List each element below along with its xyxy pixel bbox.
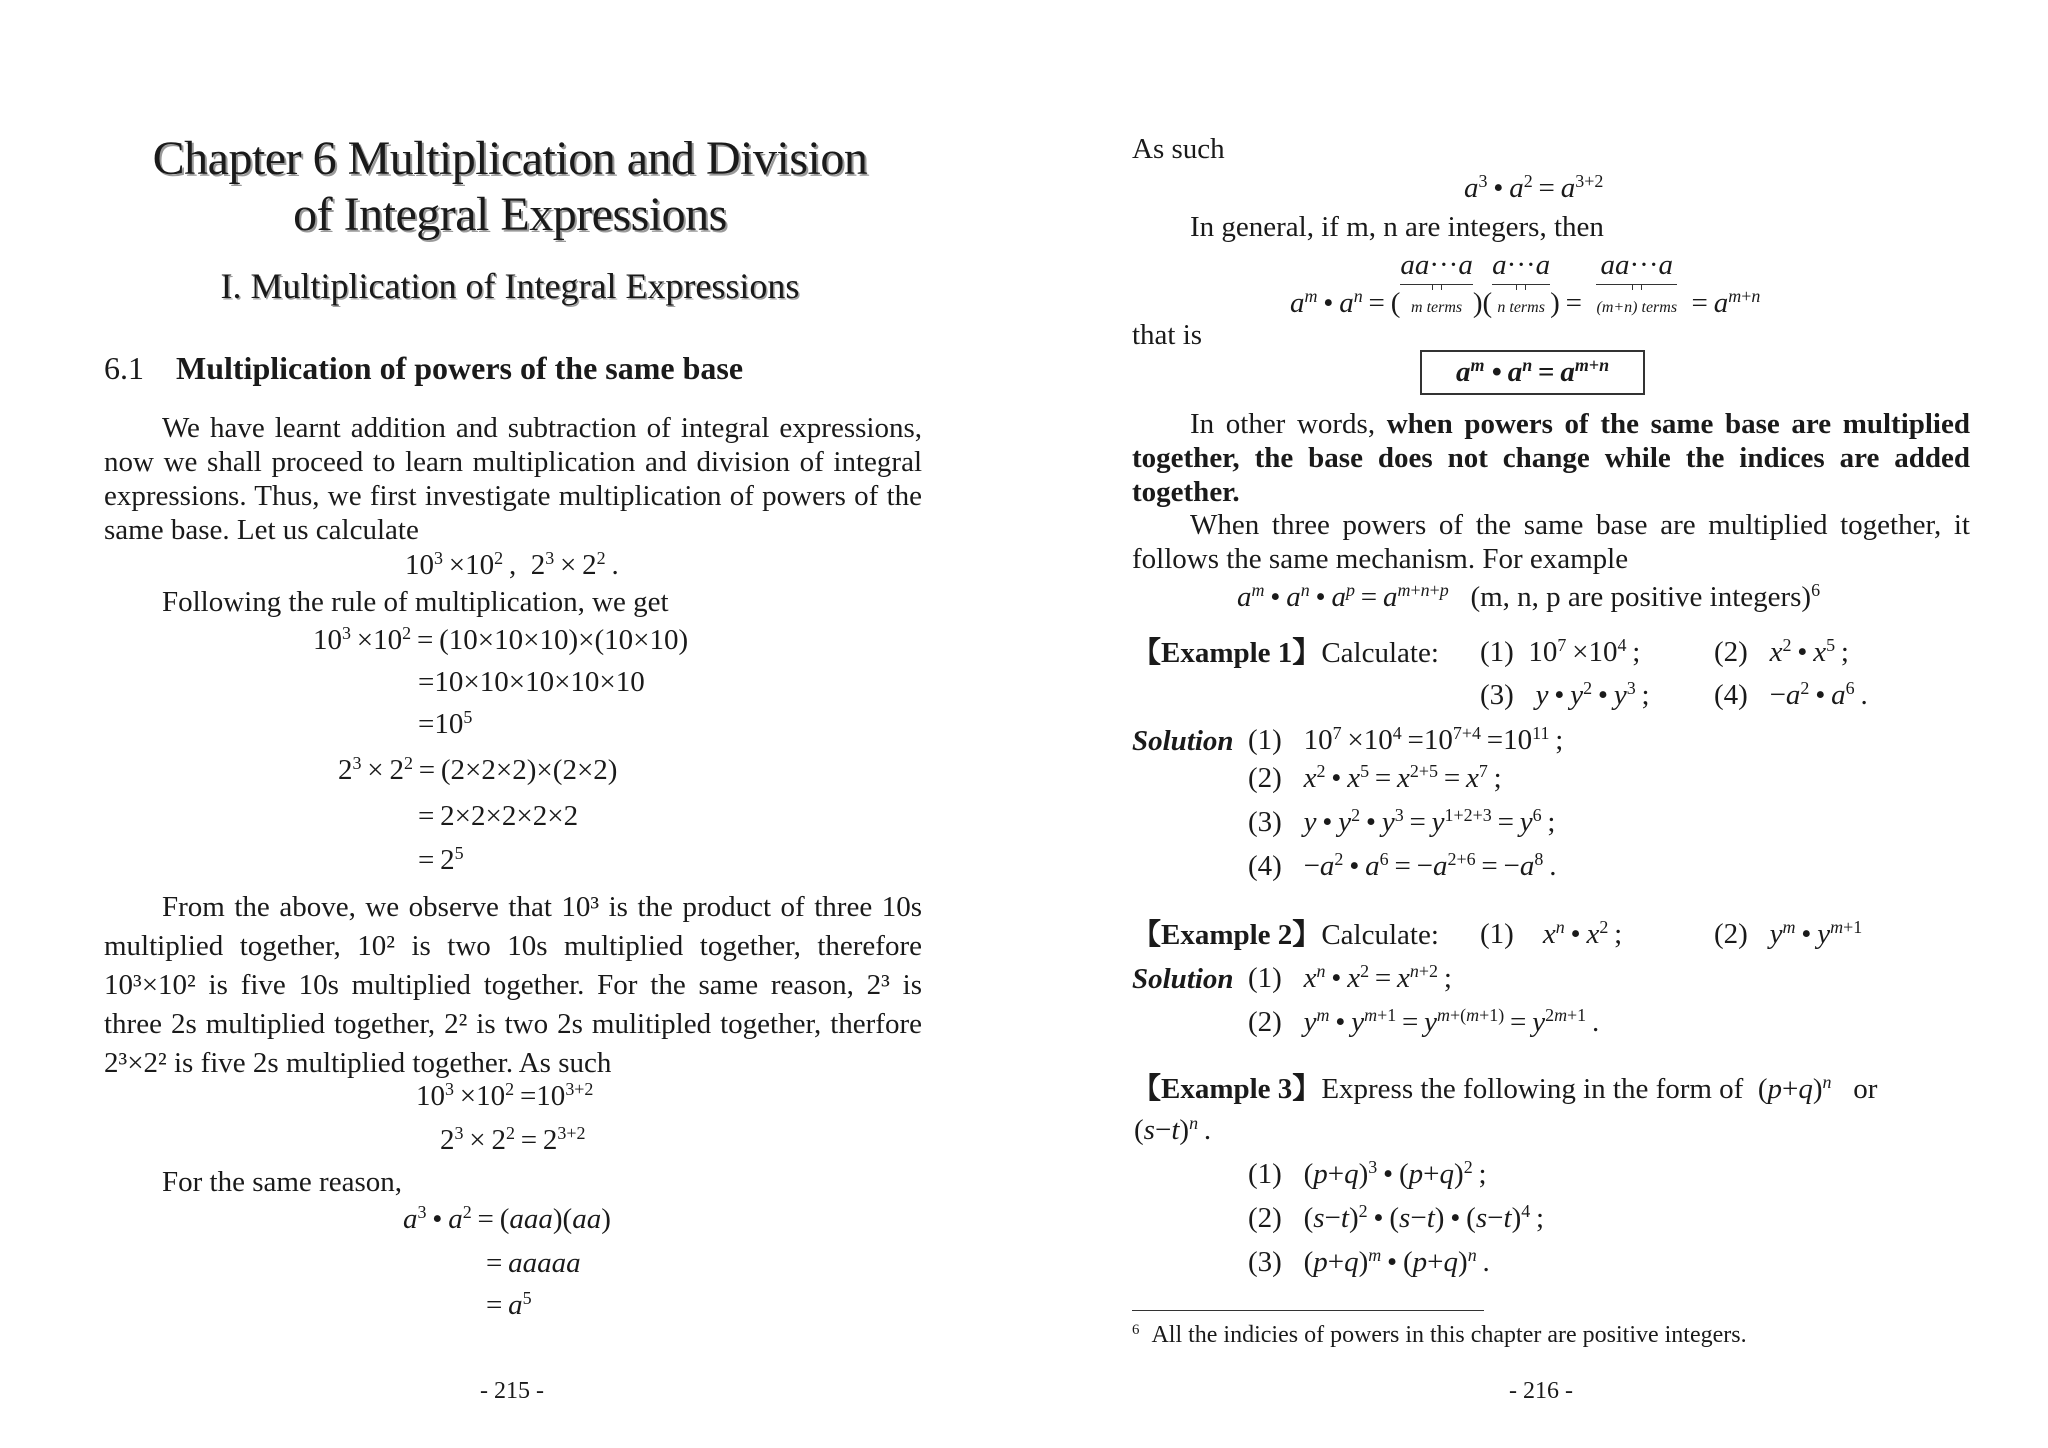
sol1-item-1: (1) $10^7 \times 10^4 =10^{7+4} =10^{11}$ ; (1248, 723, 1564, 756)
example-1-calculate: Calculate: (1321, 637, 1439, 669)
observation-paragraph: From the above, we observe that 10³ is the product of three 10s multiplied together, 10² is two 10s multiplied together, therefore 10³×10² is five 10s multiplied together. For the same reason, 2³ is three 2s multiplied together, 2² is two 2s mulitipled together, therfore 2³×2² is five 2s multiplied together. As such (104, 891, 922, 1079)
brace-mn-terms: aa···a (m+n) terms (1596, 248, 1677, 325)
footnote-ref: 6 (1811, 580, 1821, 601)
three-powers-paragraph: When three powers of the same base are multiplied together, it follows the same mechanism. For example (1132, 509, 1970, 575)
example-3-header: 【Example 3】Express the following in the form of $(p+q)^n$ or (1132, 1072, 1878, 1105)
sol1-item-3: (3) y • $y^2$ • $y^3 = y^{1+2+3} = y^6$ ; (1248, 805, 1556, 838)
sol1-item-2: (2) $x^2$ • $x^5 = x^{2+5} = x^7$ ; (1248, 761, 1502, 794)
subsection-heading (104, 350, 743, 387)
in-general-text: In general, if m, n are integers, then (1190, 211, 1604, 243)
eq-10-line1: $10^3 \times 10^2 = (10\times 10\times 10)\times(10\times 10)$ (313, 623, 689, 656)
eq-a-line2: = aaaaa (486, 1247, 581, 1279)
example-2-header (1132, 918, 1439, 952)
footnote-text: All the indicies of powers in this chapter are positive integers. (1151, 1322, 1747, 1348)
chapter-title-line2: of Integral Expressions (293, 188, 727, 241)
that-is-text: that is (1132, 319, 1203, 351)
n-terms-label: n terms (1497, 299, 1545, 316)
for-same-reason-text: For the same reason, (162, 1166, 402, 1198)
eq-2-line2: = 2×2×2×2×2 (418, 800, 579, 832)
example-3-form-2: $(s-t)^n$ . (1134, 1113, 1212, 1146)
page-number: - 216 - (1509, 1378, 1573, 1404)
ex3-item-3: (3) $(p+q)^m$ • $(p+q)^n$ . (1248, 1245, 1490, 1278)
brace-m-terms: aa···a m terms (1400, 248, 1472, 325)
ex1-item-1: (1) $10^7 \times 10^4$ ; (1480, 635, 1641, 668)
example-1-label: 【Example 1】 (1132, 637, 1322, 669)
example-2-label: 【Example 2】 (1132, 919, 1322, 951)
eq-a-line1: $a^3$ • $a^2 = (aaa)(aa)$ (403, 1202, 611, 1235)
ex3-item-2: (2) $(s-t)^2$ • (s−t) • $(s-t)^4$ ; (1248, 1201, 1545, 1234)
example-3-label: 【Example 3】 (1132, 1073, 1322, 1105)
sol1-item-4: $(4) -a^2$ • $a^6 = -a^{2+6} = -a^8$ . (1248, 849, 1557, 882)
chapter-title-line1: Chapter 6 Multiplication and Division (152, 132, 868, 185)
eq-10-line2: =10×10×10×10×10 (418, 666, 645, 698)
section-title: I. Multiplication of Integral Expressions (220, 266, 800, 306)
eq-2-sum: $2^3 \times 2^2 = 2^{3+2}$ (440, 1123, 586, 1156)
sol2-item-1: (1) $x^n$ • $x^2 = x^{n+2}$ ; (1248, 961, 1452, 994)
general-identity: $a^m$ • $a^n = (aa\cdot\cdot\cdot a$ m terms )(a···a n terms ) = aa···a (m+n) terms = $a^{m+n}$ (1290, 248, 1760, 325)
page-216 (1024, 0, 2048, 1448)
ex2-item-1: (1) $x^n$ • $x^2$ ; (1480, 917, 1623, 950)
sol2-item-2: (2) $y^m$ • $y^{m+1} = y^{m+(m+1)} = y^{2m+1}$ . (1248, 1005, 1600, 1038)
intro-paragraph: We have learnt addition and subtraction of integral expressions, now we shall proceed to learn multiplication and division of integral expressions. Thus, we first investigate multiplication of powers of the same base. Let us calculate (104, 412, 922, 546)
footnote-marker: 6 (1132, 1321, 1140, 1338)
ex1-item-4: $(4) -a^2$ • $a^6$ . (1714, 678, 1868, 711)
following-text: Following the rule of multiplication, we get (162, 586, 669, 618)
subsection-number: 6.1 (104, 350, 144, 386)
eq-a-line3: = $a^5$ (486, 1288, 532, 1321)
subsection-title: Multiplication of powers of the same base (176, 350, 744, 386)
eq-10-sum: $10^3 \times 10^2 =10^{3+2}$ (416, 1079, 594, 1112)
ex2-item-2: (2) $y^m$ • $y^{m+1}$ (1714, 917, 1863, 950)
solution-1-label: Solution (1132, 725, 1234, 757)
boxed-rule: $a^m$ • $a^n = a^{m+n}$ (1420, 350, 1645, 395)
page-number: - 215 - (480, 1378, 544, 1404)
as-such-text: As such (1132, 133, 1225, 165)
mn-terms-label: (m+n) terms (1596, 299, 1678, 316)
eq-a3-a2: $a^3$ • $a^2 = a^{3+2}$ (1464, 171, 1604, 204)
ex1-item-2: (2) $x^2$ • $x^5$ ; (1714, 635, 1849, 668)
ex3-item-1: (1) $(p+q)^3$ • $(p+q)^2$ ; (1248, 1157, 1487, 1190)
eq-2-line3: = $2^5$ (418, 843, 464, 876)
positive-integers-note: (m, n, p are positive integers) (1470, 581, 1812, 613)
other-words-lead: In other words, (1190, 408, 1387, 440)
solution-2-label: Solution (1132, 963, 1234, 995)
example-3-or: or (1853, 1073, 1878, 1105)
m-terms-label: m terms (1411, 299, 1463, 316)
brace-n-terms: a···a n terms (1492, 248, 1550, 325)
footnote (1132, 1322, 1747, 1349)
three-powers-identity: $a^m$ • $a^n$ • $a^p = a^{m+n+p}$ (m, n, p are positive integers)$^6$ (1237, 580, 1821, 613)
footnote-rule (1132, 1310, 1484, 1311)
eq-10-line3: $=10^5$ (418, 707, 473, 740)
example-1-header (1132, 636, 1439, 670)
rule-statement: when powers of the same base are multiplied together, the base does not change while the indices are added together. (1132, 408, 1970, 508)
calc-prompt-math: $10^3 \times 10^2$ , $2^3 \times 2^2$ . (405, 548, 619, 581)
ex1-item-3: (3) y • $y^2$ • $y^3$ ; (1480, 678, 1650, 711)
eq-2-line1: $2^3 \times 2^2 = (2\times 2\times 2)\times(2\times 2)$ (338, 753, 618, 786)
example-2-calculate: Calculate: (1321, 919, 1439, 951)
other-words-paragraph (1132, 407, 1970, 509)
example-3-text: Express the following in the form of (1321, 1073, 1744, 1105)
